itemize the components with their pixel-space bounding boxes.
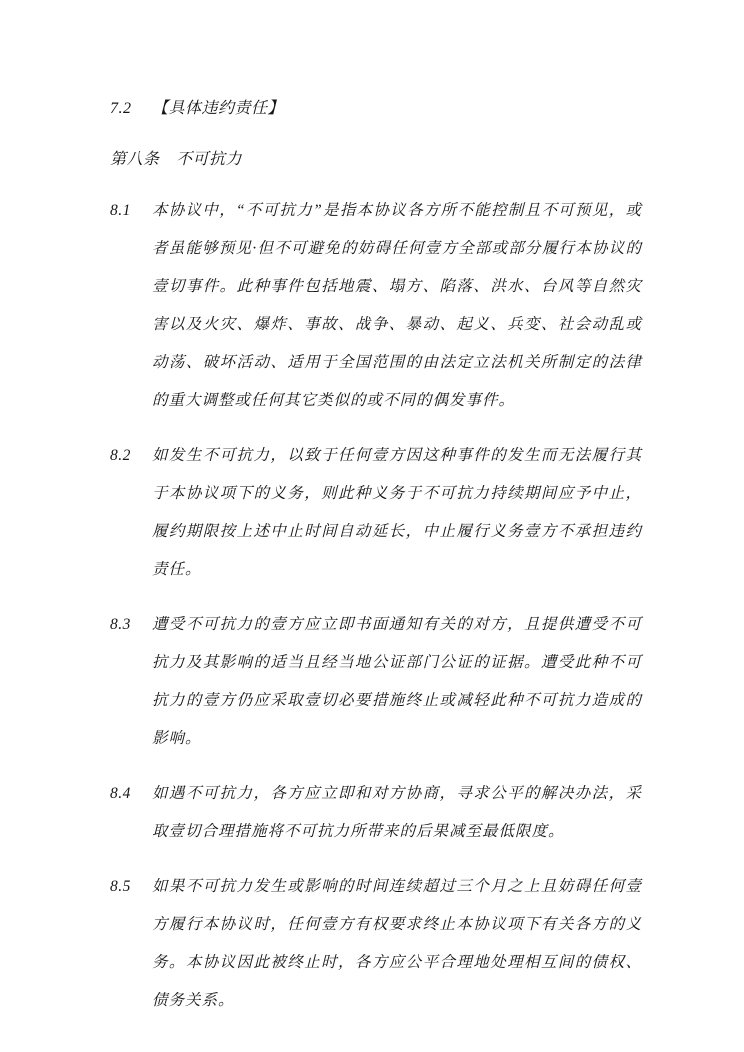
- article-number: 第八条: [110, 151, 160, 168]
- section-number: 7.2: [110, 100, 132, 117]
- clause-8-2: [110, 437, 642, 589]
- article-heading-8: [110, 141, 642, 179]
- clause-8-1: [110, 192, 642, 420]
- section-title: 【具体违约责任】: [152, 100, 285, 117]
- clause-text: 如果不可抗力发生或影响的时间连续超过三个月之上且妨碍任何壹方履行本协议时，任何壹方有权要求终止本协议项下有关各方的义务。本协议因此被终止时，各方应公平合理地处理相互间的债权、债务关系。: [152, 878, 642, 1009]
- clause-text: 如发生不可抗力，以致于任何壹方因这种事件的发生而无法履行其于本协议项下的义务，则此种义务于不可抗力持续期间应予中止，履约期限按上述中止时间自动延长，中止履行义务壹方不承担违约责任。: [152, 447, 642, 578]
- clause-number: 8.2: [110, 447, 131, 464]
- article-title: 不可抗力: [176, 151, 243, 168]
- section-heading-7-2: [110, 90, 642, 128]
- clause-8-5: [110, 868, 642, 1020]
- clause-text: 如遇不可抗力，各方应立即和对方协商，寻求公平的解决办法，采取壹切合理措施将不可抗力所带来的后果减至最低限度。: [152, 785, 642, 840]
- clause-text: 遭受不可抗力的壹方应立即书面通知有关的对方，且提供遭受不可抗力及其影响的适当且经当地公证部门公证的证据。遭受此种不可抗力的壹方仍应采取壹切必要措施终止或减轻此种不可抗力造成的影响。: [152, 616, 642, 747]
- clause-number: 8.1: [110, 202, 131, 219]
- clause-number: 8.3: [110, 616, 131, 633]
- clause-text: 本协议中，“不可抗力”是指本协议各方所不能控制且不可预见，或者虽能够预见·但不可避免的妨碍任何壹方全部或部分履行本协议的壹切事件。此种事件包括地震、塌方、陷落、洪水、台风等自然灾害以及火灾、爆炸、事故、战争、暴动、起义、兵变、社会动乱或动荡、破坏活动、适用于全国范围的由法定立法机关所制定的法律的重大调整或任何其它类似的或不同的偶发事件。: [152, 202, 642, 409]
- clause-number: 8.5: [110, 878, 131, 895]
- clause-8-4: [110, 775, 642, 851]
- clause-8-3: [110, 606, 642, 758]
- clause-number: 8.4: [110, 785, 131, 802]
